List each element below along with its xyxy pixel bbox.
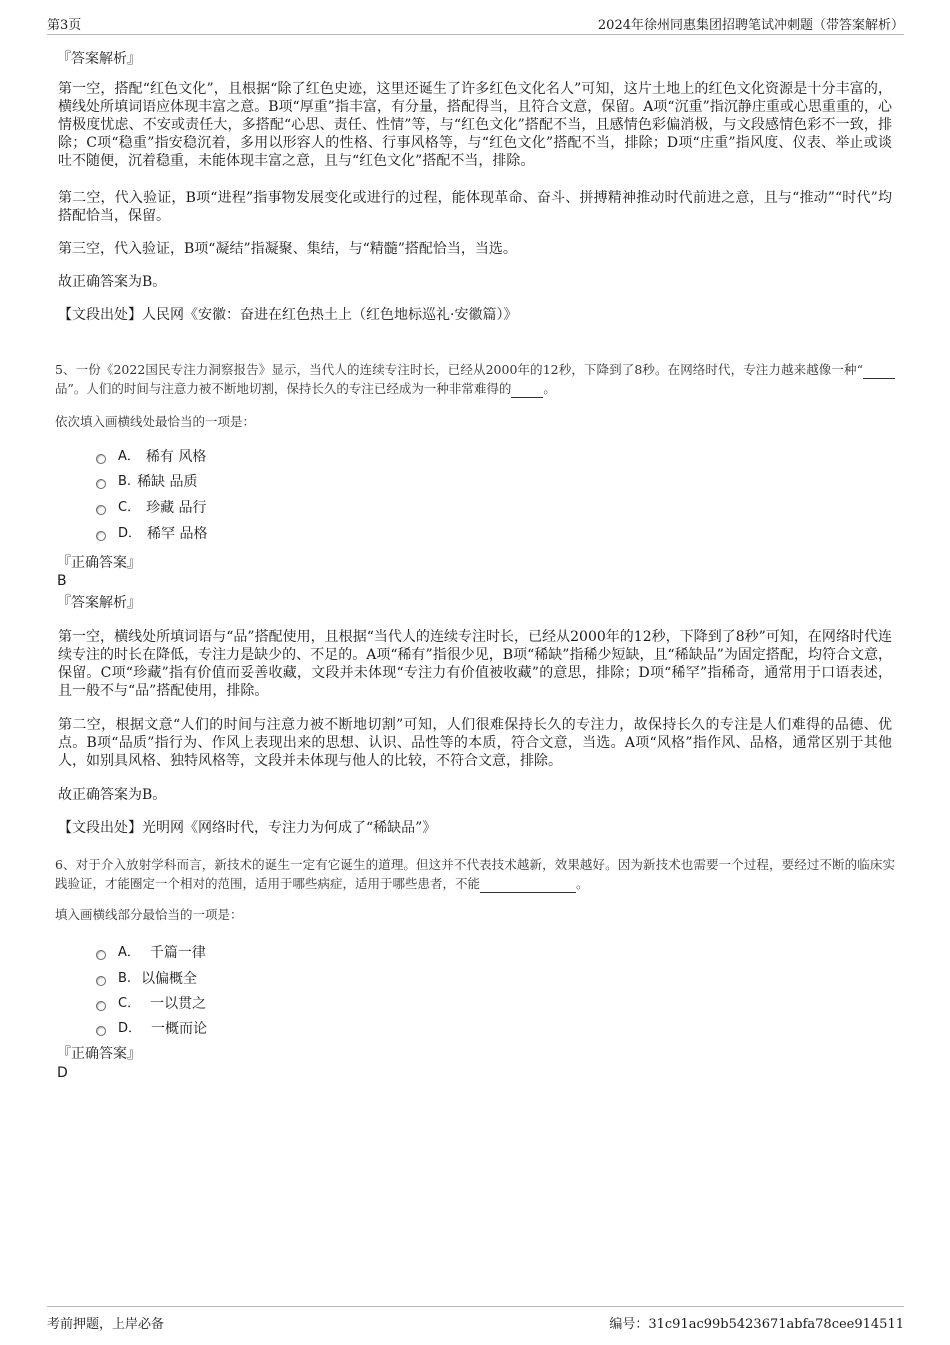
q5-option-d[interactable] — [96, 524, 207, 544]
q6-option-d[interactable] — [96, 1019, 207, 1039]
option-text: 稀有 风格 — [145, 449, 207, 465]
radio-icon[interactable] — [96, 1026, 106, 1036]
q4-analysis-conclusion: 故正确答案为B。 — [58, 274, 167, 290]
option-text: 一以贯之 — [150, 996, 207, 1012]
q5-option-a[interactable] — [96, 447, 206, 467]
q4-analysis-para-1: 第一空，搭配“红色文化”，且根据“除了红色史迹，这里还诞生了许多红色文化名人”可知，这片土地上的红色文化资源是十分丰富的，横线处所填词语应体现丰富之意。B项“厚重”指丰富，有分量，搭配得当，且符合文意，保留。A项“沉重”指沉静庄重或心思重重的，心情极度忧虑、不安或责任大，多搭配“心思、责任、性情”等，与“红色文化”搭配不当，且感情色彩偏消极，与文段感情色彩不一致，排除；C项“稳重”指安稳沉着，多用以形容人的性格、行事风格等，与“红色文化”搭配不当，排除；D项“庄重”指风度、仪表、举止或谈吐不随便，沉着稳重，未能体现丰富之意，且与“红色文化”搭配不当，排除。 — [58, 81, 892, 169]
q5-analysis-label: 『答案解析』 — [57, 595, 141, 611]
q5-source: 【文段出处】光明网《网络时代，专注力为何成了“稀缺品”》 — [58, 820, 437, 836]
q6-option-b[interactable] — [96, 969, 197, 989]
option-letter: A． — [118, 449, 140, 464]
q6-instruction: 填入画横线部分最恰当的一项是： — [55, 907, 243, 922]
document-code: 编号：31c91ac99b5423671abfa78cee914511 — [609, 1317, 904, 1332]
option-letter: D． — [118, 526, 142, 541]
q5-blank-1 — [863, 364, 895, 379]
option-letter: A． — [118, 945, 140, 960]
radio-icon[interactable] — [96, 505, 106, 515]
q6-blank — [480, 878, 576, 893]
q5-option-b[interactable] — [96, 472, 198, 492]
radio-icon[interactable] — [96, 1001, 106, 1011]
radio-icon[interactable] — [96, 454, 106, 464]
q4-analysis-para-3: 第三空，代入验证，B项“凝结”指凝聚、集结，与“精髓”搭配恰当，当选。 — [58, 241, 517, 257]
q5-stem-text-3: 。 — [543, 381, 556, 396]
q5-analysis-para-2: 第二空，根据文意“人们的时间与注意力被不断地切割”可知，人们很难保持长久的专注力，故保持长久的专注是人们难得的品德、优点。B项“品质”指行为、作风上表现出来的思想、认识、品性等的本质，符合文意，当选。A项“风格”指作风、品格，通常区别于其他人，如别具风格、独特风格等，文段并未体现与他人的比较，不符合文意，排除。 — [58, 717, 892, 769]
q6-correct-label: 『正确答案』 — [57, 1046, 141, 1062]
radio-icon[interactable] — [96, 976, 106, 986]
option-text: 以偏概全 — [141, 971, 198, 987]
page-number: 第3页 — [47, 18, 82, 33]
q6-option-c[interactable] — [96, 994, 206, 1014]
q4-analysis-para-2: 第二空，代入验证，B项“进程”指事物发展变化或进行的过程，能体现革命、奋斗、拼搏精神推动时代前进之意，且与“推动”“时代”均搭配恰当，保留。 — [58, 190, 892, 224]
q5-option-c[interactable] — [96, 498, 207, 518]
option-text: 珍藏 品行 — [146, 500, 207, 516]
option-text: 稀罕 品格 — [147, 526, 208, 542]
option-text: 千篇一律 — [149, 945, 206, 961]
q6-stem-text-2: 。 — [576, 876, 589, 891]
option-text: 一概而论 — [151, 1021, 208, 1037]
radio-icon[interactable] — [96, 479, 106, 489]
option-letter: D． — [118, 1021, 142, 1036]
radio-icon[interactable] — [96, 531, 106, 541]
q6-answer: D — [57, 1065, 68, 1081]
q5-analysis-conclusion: 故正确答案为B。 — [58, 787, 167, 803]
q6-option-a[interactable] — [96, 943, 206, 963]
document-title: 2024年徐州同惠集团招聘笔试冲刺题（带答案解析） — [597, 18, 904, 33]
radio-icon[interactable] — [96, 950, 106, 960]
q5-stem-text-1: 5、一份《2022国民专注力洞察报告》显示，当代人的连续专注时长，已经从2000年的12秒，下降到了8秒。在网络时代，专注力越来越像一种“ — [55, 362, 863, 377]
page-footer — [47, 1306, 904, 1332]
q4-source: 【文段出处】人民网《安徽：奋进在红色热土上（红色地标巡礼·安徽篇）》 — [58, 307, 518, 323]
q5-answer: B — [57, 573, 67, 589]
option-letter: C． — [118, 996, 141, 1011]
q5-instruction: 依次填入画横线处最恰当的一项是： — [55, 414, 256, 429]
q5-stem-text-2: 品”。人们的时间与注意力被不断地切割，保持长久的专注已经成为一种非常难得的 — [55, 381, 512, 396]
footer-slogan: 考前押题，上岸必备 — [47, 1317, 165, 1332]
q6-stem-text-1: 6、对于介入放射学科而言，新技术的诞生一定有它诞生的道理。但这并不代表技术越新，效果越好。因为新技术也需要一个过程，要经过不断的临床实践验证，才能圈定一个相对的范围，适用于哪些病症，适用于哪些患者，不能 — [55, 857, 895, 891]
option-letter: B. — [118, 474, 132, 489]
q5-blank-2 — [511, 383, 543, 398]
page-header — [47, 12, 904, 35]
q6-stem — [55, 855, 895, 893]
option-letter: B. — [118, 971, 132, 986]
q5-analysis-para-1: 第一空，横线处所填词语与“品”搭配使用，且根据“当代人的连续专注时长，已经从2000年的12秒，下降到了8秒”可知，在网络时代连续专注的时长在降低，专注力是缺少的、不足的。A项“稀有”指很少见，B项“稀缺”指稀少短缺，且“稀缺品”为固定搭配，均符合文意，保留。C项“珍藏”指有价值而妥善收藏，文段并未体现“专注力有价值被收藏”的意思，排除；D项“稀罕”指稀奇，通常用于口语表述，且一般不与“品”搭配使用，排除。 — [58, 629, 892, 699]
option-letter: C． — [118, 500, 141, 515]
q4-analysis-label: 『答案解析』 — [57, 51, 141, 67]
q5-stem — [55, 360, 895, 398]
q5-correct-label: 『正确答案』 — [57, 555, 141, 571]
option-text: 稀缺 品质 — [137, 474, 198, 490]
